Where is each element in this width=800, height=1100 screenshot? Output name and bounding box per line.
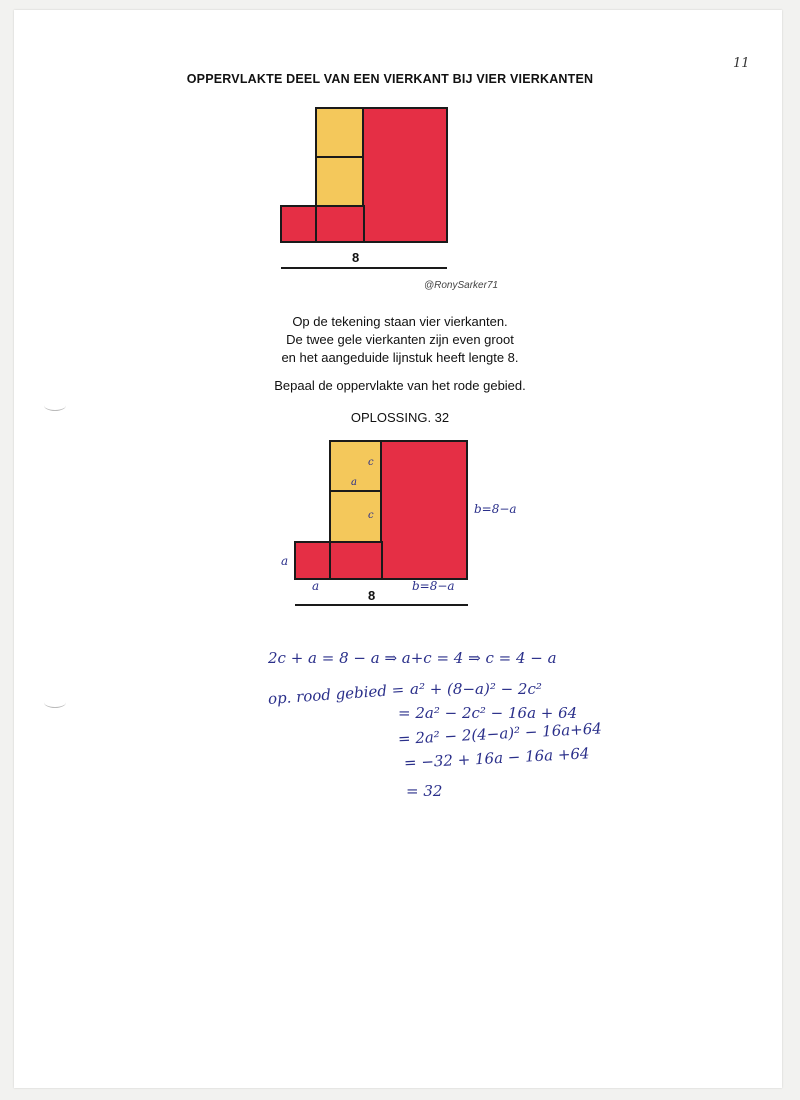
label-side-right: b=8−a (474, 502, 517, 516)
credit-text: @RonySarker71 (424, 280, 499, 291)
problem-line-3: en het aangeduide lijnstuk heeft lengte 8. (281, 350, 519, 365)
label-left-a: a (281, 554, 289, 568)
red-small-square (295, 542, 330, 579)
yellow-square-bottom (316, 157, 363, 206)
handwritten-label: op. rood gebied = (267, 680, 405, 708)
handwritten-step-5: = 32 (406, 782, 443, 800)
label-bottom-a: a (312, 579, 320, 593)
handwritten-step-1: a² + (8−a)² − 2c² (410, 680, 542, 698)
handwritten-line-1: 2c + a = 8 − a ⇒ a+c = 4 ⇒ c = 4 − a (268, 649, 557, 667)
red-l-part (316, 206, 364, 242)
yellow-square-top (316, 108, 363, 157)
red-l-part (330, 542, 382, 579)
label-bottom-b: b=8−a (412, 579, 455, 593)
label-c-top: c (368, 457, 374, 468)
label-a-mid: a (351, 477, 357, 488)
handwritten-step-4: = −32 + 16a − 16a +64 (403, 744, 590, 772)
handwritten-step-2: = 2a² − 2c² − 16a + 64 (398, 704, 578, 722)
solution-heading: OPLOSSING. 32 (350, 410, 450, 425)
label-c-mid: c (368, 510, 374, 521)
red-big-square (363, 108, 447, 242)
page-title: OPPERVLAKTE DEEL VAN EEN VIERKANT BIJ VIER VIERKANTEN (186, 72, 594, 86)
page-number: 11 (733, 56, 750, 71)
figure-1-length-label: 8 (352, 250, 360, 265)
red-big-square (381, 441, 467, 579)
handwritten-step-3: = 2a² − 2(4−a)² − 16a+64 (397, 719, 603, 748)
figure-2-length-label: 8 (368, 588, 376, 603)
problem-line-1: Op de tekening staan vier vierkanten. (292, 314, 508, 329)
problem-line-2: De twee gele vierkanten zijn even groot (286, 332, 514, 347)
figure-1 (281, 108, 447, 268)
question-text: Bepaal de oppervlakte van het rode gebied. (274, 378, 526, 393)
red-small-square (281, 206, 316, 242)
